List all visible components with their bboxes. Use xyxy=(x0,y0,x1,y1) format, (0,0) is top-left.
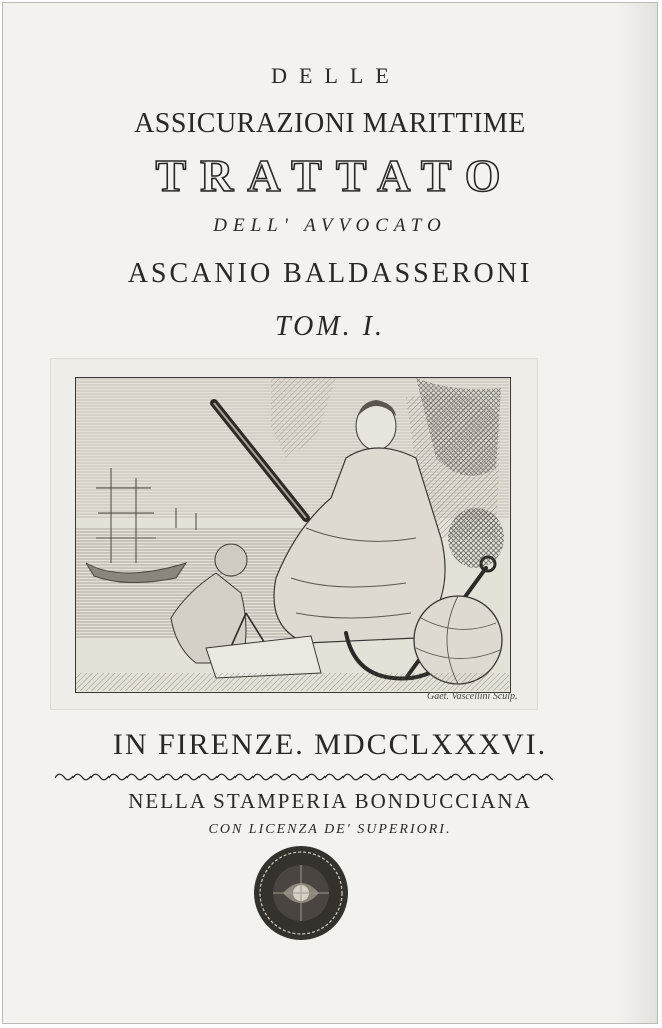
imprint-place-date: IN FIRENZE. MDCCLXXXVI. xyxy=(112,728,548,761)
vignette-image xyxy=(76,378,509,691)
author-name: ASCANIO BALDASSERONI xyxy=(127,258,533,289)
title-page xyxy=(2,2,658,1024)
engraved-vignette xyxy=(75,377,511,693)
title-line-delle: DELLE xyxy=(271,63,401,88)
ornament-scroll xyxy=(55,774,553,780)
library-stamp xyxy=(251,843,351,943)
printer-name: NELLA STAMPERIA BONDUCCIANA xyxy=(128,789,532,813)
volume-number: TOM. I. xyxy=(275,311,385,342)
title-line-trattato: TRATTATO xyxy=(155,150,515,201)
title-line-avvocato: DELL' AVVOCATO xyxy=(213,215,447,236)
ornamental-rule xyxy=(55,769,553,785)
license-line: CON LICENZA DE' SUPERIORI. xyxy=(208,822,452,837)
engraver-signature: Gaet. Vascellini Sculp. xyxy=(427,691,518,702)
title-line-main: ASSICURAZIONI MARITTIME xyxy=(134,108,526,139)
